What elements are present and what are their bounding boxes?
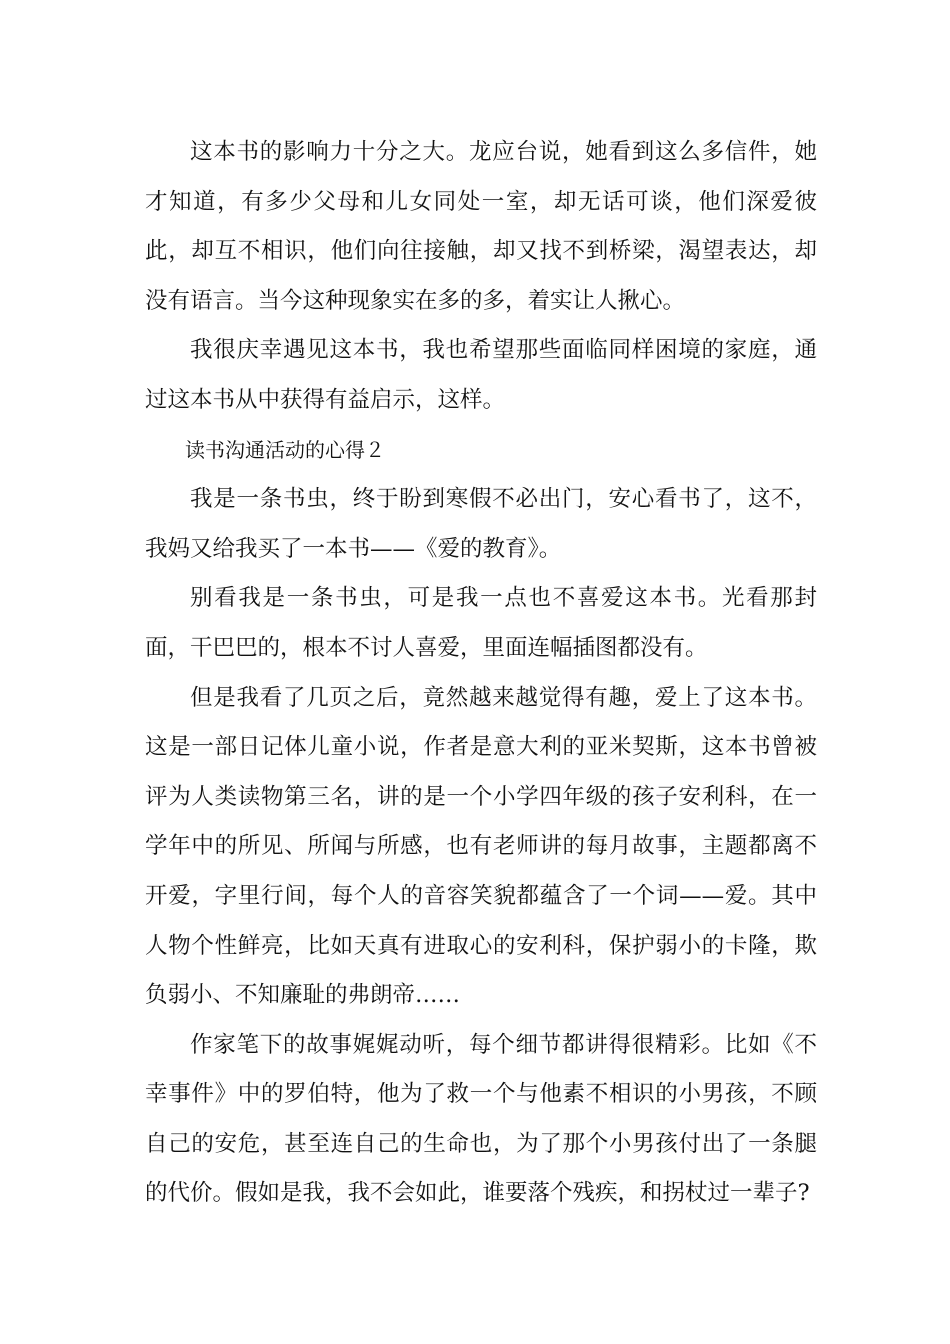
paragraph-4: 别看我是一条书虫，可是我一点也不喜爱这本书。光看那封面，干巴巴的，根本不讨人喜爱，里面连幅插图都没有。 (145, 585, 817, 661)
paragraph-5: 但是我看了几页之后，竟然越来越觉得有趣，爱上了这本书。这是一部日记体儿童小说，作者是意大利的亚米契斯，这本书曾被评为人类读物第三名，讲的是一个小学四年级的孩子安利科，在一学年中的所见、所闻与所感，也有老师讲的每月故事，主题都离不开爱，字里行间，每个人的音容笑貌都蕴含了一个词——爱。其中人物个性鲜亮，比如天真有进取心的安利科，保护弱小的卡隆，欺负弱小、不知廉耻的弗朗帝…… (145, 684, 817, 1009)
paragraph-2: 我很庆幸遇见这本书，我也希望那些面临同样困境的家庭，通过这本书从中获得有益启示，这样。 (145, 337, 817, 413)
paragraph-6: 作家笔下的故事娓娓动听，每个细节都讲得很精彩。比如《不幸事件》中的罗伯特，他为了救一个与他素不相识的小男孩，不顾自己的安危，甚至连自己的生命也，为了那个小男孩付出了一条腿的代价。假如是我，我不会如此，谁要落个残疾，和拐杖过一辈子? (145, 1031, 817, 1207)
document-body (145, 128, 817, 1219)
paragraph-3: 我是一条书虫，终于盼到寒假不必出门，安心看书了，这不，我妈又给我买了一本书——《爱的教育》。 (145, 486, 817, 562)
section-heading: 读书沟通活动的心得２ (185, 437, 385, 462)
paragraph-1: 这本书的影响力十分之大。龙应台说，她看到这么多信件，她才知道，有多少父母和儿女同处一室，却无话可谈，他们深爱彼此，却互不相识，他们向往接触，却又找不到桥梁，渴望表达，却没有语言。当今这种现象实在多的多，着实让人揪心。 (145, 139, 817, 314)
